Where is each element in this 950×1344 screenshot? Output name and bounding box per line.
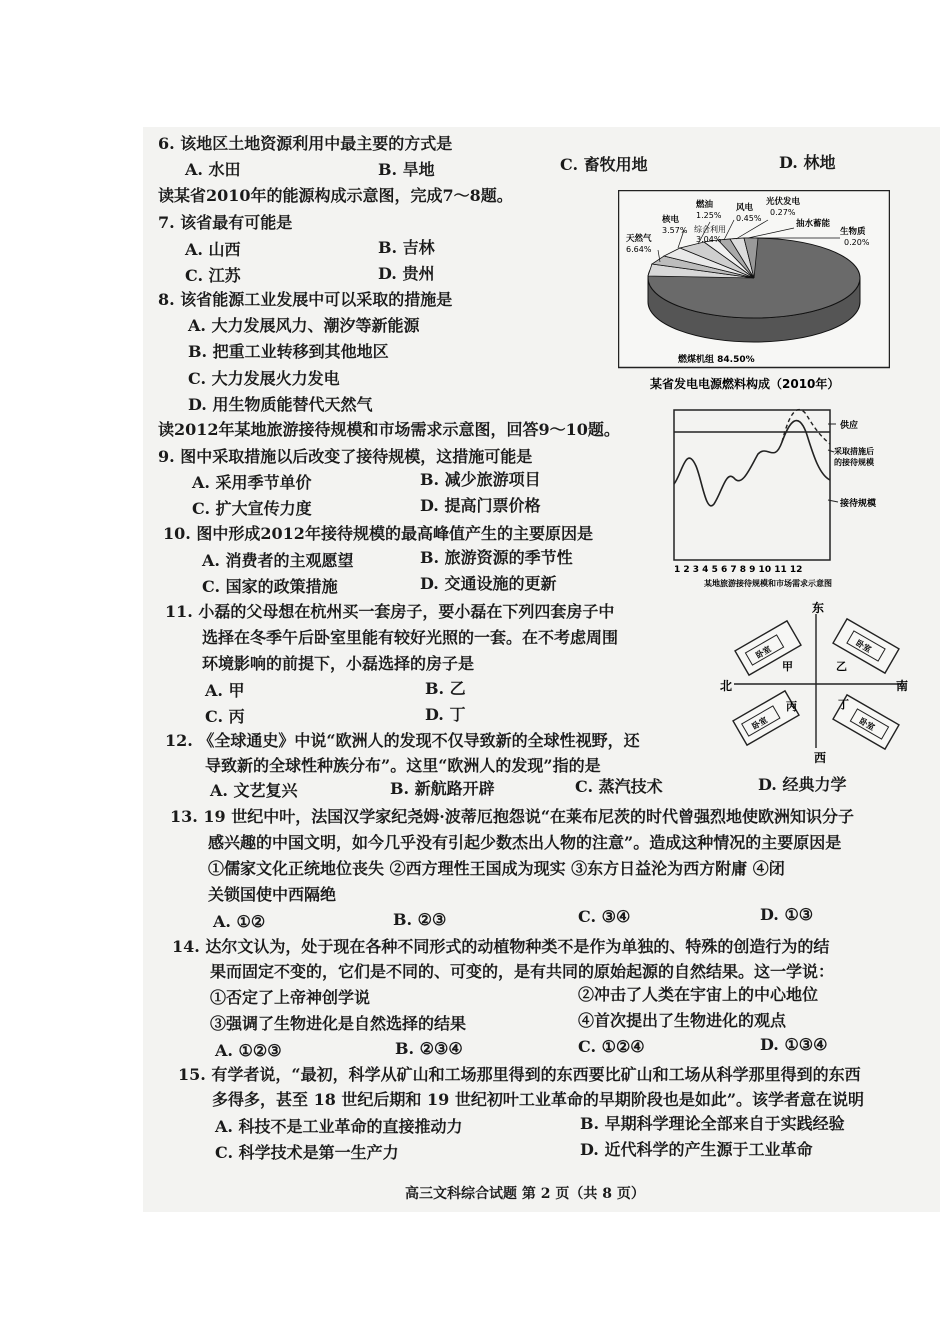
month-axis-labels: 1 2 3 4 5 6 7 8 9 10 11 12 xyxy=(674,565,803,575)
pie-label-gas: 天然气 xyxy=(626,234,652,244)
question-15-line1: 15. 有学者说，“最初，科学从矿山和工场那里得到的东西要比矿山和工场从科学那里得到的东西 xyxy=(178,1065,861,1084)
house-bing xyxy=(733,691,799,745)
question-13-line4: 关锁国使中西隔绝 xyxy=(208,885,337,904)
pie-label-nuclear: 核电 xyxy=(662,215,680,225)
question-6-stem: 6. 该地区土地资源利用中最主要的方式是 xyxy=(158,134,453,153)
q14-statement-4: ④首次提出了生物进化的观点 xyxy=(578,1011,787,1030)
q8-option-c: C. 大力发展火力发电 xyxy=(188,369,340,388)
legend-after: 采取措施后 xyxy=(834,447,874,456)
energy-pie-figure xyxy=(618,190,890,400)
q14-option-b: B. ②③④ xyxy=(395,1039,463,1058)
question-7-stem: 7. 该省最有可能是 xyxy=(158,213,293,232)
q12-option-c: C. 蒸汽技术 xyxy=(575,777,663,796)
label-bing: 丙 xyxy=(786,700,797,713)
q7-option-a: A. 山西 xyxy=(185,240,241,259)
q15-option-c: C. 科学技术是第一生产力 xyxy=(215,1143,399,1162)
q13-option-d: D. ①③ xyxy=(760,905,814,924)
q11-option-a: A. 甲 xyxy=(205,681,245,700)
room-label-ding: 卧室 xyxy=(857,716,877,733)
question-13-line2: 感兴趣的中国文明，如今几乎没有引起少数杰出人物的注意”。造成这种情况的主要原因是 xyxy=(208,833,842,852)
tourism-chart xyxy=(668,404,916,590)
question-14-line2: 果而固定不变的，它们是不同的、可变的，是有共同的原始起源的自然结果。这一学说： xyxy=(210,962,835,981)
dir-north: 北 xyxy=(720,679,733,693)
question-13-line1: 13. 19 世纪中叶，法国汉学家纪尧姆·波蒂厄抱怨说“在莱布尼茨的时代曾强烈地使欧洲知识分子 xyxy=(170,807,855,826)
q6-option-b: B. 旱地 xyxy=(378,160,435,179)
pie-value-bio: 0.20% xyxy=(844,238,870,247)
q9-option-c: C. 扩大宣传力度 xyxy=(192,499,312,518)
pie-label-coal: 燃煤机组 84.50% xyxy=(678,355,755,365)
q15-option-d: D. 近代科学的产生源于工业革命 xyxy=(580,1140,813,1159)
pie-label-solar: 光伏发电 xyxy=(766,197,801,207)
pie-label-wind: 风电 xyxy=(736,203,754,213)
question-10-stem: 10. 图中形成2012年接待规模的最高峰值产生的主要原因是 xyxy=(163,524,593,543)
pie-caption: 某省发电电源燃料构成（2010年） xyxy=(650,377,840,391)
pie-label-hydro: 综合利用 xyxy=(694,225,726,234)
q13-option-a: A. ①② xyxy=(213,912,266,931)
label-ding: 丁 xyxy=(838,698,849,711)
dir-east: 东 xyxy=(812,601,825,615)
q7-option-d: D. 贵州 xyxy=(378,264,435,283)
q15-option-b: B. 早期科学理论全部来自于实践经验 xyxy=(580,1114,845,1133)
question-13-line3: ①儒家文化正统地位丧失 ②西方理性王国成为现实 ③东方日益沦为西方附庸 ④闭 xyxy=(208,859,785,878)
q14-option-a: A. ①②③ xyxy=(215,1041,282,1060)
q14-option-c: C. ①②④ xyxy=(578,1037,645,1056)
label-jia: 甲 xyxy=(782,660,793,673)
label-yi: 乙 xyxy=(836,660,847,673)
q9-option-d: D. 提高门票价格 xyxy=(420,496,541,515)
q11-option-c: C. 丙 xyxy=(205,707,245,726)
pie-value-gas: 6.64% xyxy=(626,245,652,254)
page-footer: 高三文科综合试题 第 2 页（共 8 页） xyxy=(405,1186,645,1202)
pie-value-oil: 1.25% xyxy=(696,211,722,220)
question-14-line1: 14. 达尔文认为，处于现在各种不同形式的动植物种类不是作为单独的、特殊的创造行为的结 xyxy=(172,937,830,956)
house-orientation-diagram xyxy=(716,600,912,764)
q6-option-c: C. 畜牧用地 xyxy=(560,155,648,174)
pie-label-bio: 生物质 xyxy=(840,227,866,237)
q10-option-a: A. 消费者的主观愿望 xyxy=(202,551,354,570)
question-11-line2: 选择在冬季午后卧室里能有较好光照的一套。在不考虑周围 xyxy=(202,628,619,647)
room-label-yi: 卧室 xyxy=(854,638,873,655)
question-15-line2: 多得多，甚至 18 世纪后期和 19 世纪初叶工业革命的早期阶段也是如此”。该学者意在说明 xyxy=(212,1090,865,1109)
question-12-line2: 导致新的全球性种族分布”。这里“欧洲人的发现”指的是 xyxy=(205,756,601,775)
q6-option-d: D. 林地 xyxy=(779,153,836,172)
q14-statement-3: ③强调了生物进化是自然选择的结果 xyxy=(210,1014,467,1033)
pie-label-oil: 燃油 xyxy=(696,200,714,210)
q9-option-b: B. 减少旅游项目 xyxy=(420,470,541,489)
intro-9-10: 读2012年某地旅游接待规模和市场需求示意图，回答9～10题。 xyxy=(158,420,620,439)
dir-south: 南 xyxy=(896,679,909,693)
q14-option-d: D. ①③④ xyxy=(760,1035,828,1054)
pie-value-nuclear: 3.57% xyxy=(662,226,688,235)
q12-option-b: B. 新航路开辟 xyxy=(390,779,495,798)
question-9-stem: 9. 图中采取措施以后改变了接待规模，这措施可能是 xyxy=(158,447,533,466)
pie-value-hydro: 3.04% xyxy=(696,235,722,244)
q10-option-b: B. 旅游资源的季节性 xyxy=(420,548,573,567)
q11-option-d: D. 丁 xyxy=(425,705,466,724)
pie-label-storage: 抽水蓄能 xyxy=(796,219,831,229)
pie-value-solar: 0.27% xyxy=(770,208,796,217)
q8-option-b: B. 把重工业转移到其他地区 xyxy=(188,342,389,361)
q9-option-a: A. 采用季节单价 xyxy=(192,473,312,492)
q13-option-c: C. ③④ xyxy=(578,907,631,926)
q10-option-d: D. 交通设施的更新 xyxy=(420,574,557,593)
q7-option-b: B. 吉林 xyxy=(378,238,435,257)
q14-statement-1: ①否定了上帝神创学说 xyxy=(210,988,371,1007)
pie-value-wind: 0.45% xyxy=(736,214,762,223)
room-label-jia: 卧室 xyxy=(754,644,773,661)
question-8-stem: 8. 该省能源工业发展中可以采取的措施是 xyxy=(158,290,453,309)
legend-supply: 供应 xyxy=(840,421,859,431)
question-12-line1: 12. 《全球通史》中说“欧洲人的发现不仅导致新的全球性视野，还 xyxy=(165,731,640,750)
scale-curve xyxy=(674,421,830,506)
legend-scale: 接待规模 xyxy=(840,499,877,509)
intro-7-8: 读某省2010年的能源构成示意图，完成7～8题。 xyxy=(158,186,513,205)
q8-option-d: D. 用生物质能替代天然气 xyxy=(188,395,373,414)
q10-option-c: C. 国家的政策措施 xyxy=(202,577,338,596)
tourism-caption: 某地旅游接待规模和市场需求示意图 xyxy=(704,579,832,588)
q15-option-a: A. 科技不是工业革命的直接推动力 xyxy=(215,1117,463,1136)
question-11-line3: 环境影响的前提下，小磊选择的房子是 xyxy=(202,654,475,673)
legend-after-2: 的接待规模 xyxy=(834,458,874,467)
q13-option-b: B. ②③ xyxy=(393,910,447,929)
q6-option-a: A. 水田 xyxy=(185,160,241,179)
q12-option-a: A. 文艺复兴 xyxy=(210,781,298,800)
question-11-line1: 11. 小磊的父母想在杭州买一套房子，要小磊在下列四套房子中 xyxy=(165,602,615,621)
q11-option-b: B. 乙 xyxy=(425,679,466,698)
q14-statement-2: ②冲击了人类在宇宙上的中心地位 xyxy=(578,985,819,1004)
q12-option-d: D. 经典力学 xyxy=(758,775,847,794)
q7-option-c: C. 江苏 xyxy=(185,266,241,285)
q8-option-a: A. 大力发展风力、潮汐等新能源 xyxy=(188,316,420,335)
room-label-bing: 卧室 xyxy=(750,715,769,732)
dir-west: 西 xyxy=(814,751,827,764)
